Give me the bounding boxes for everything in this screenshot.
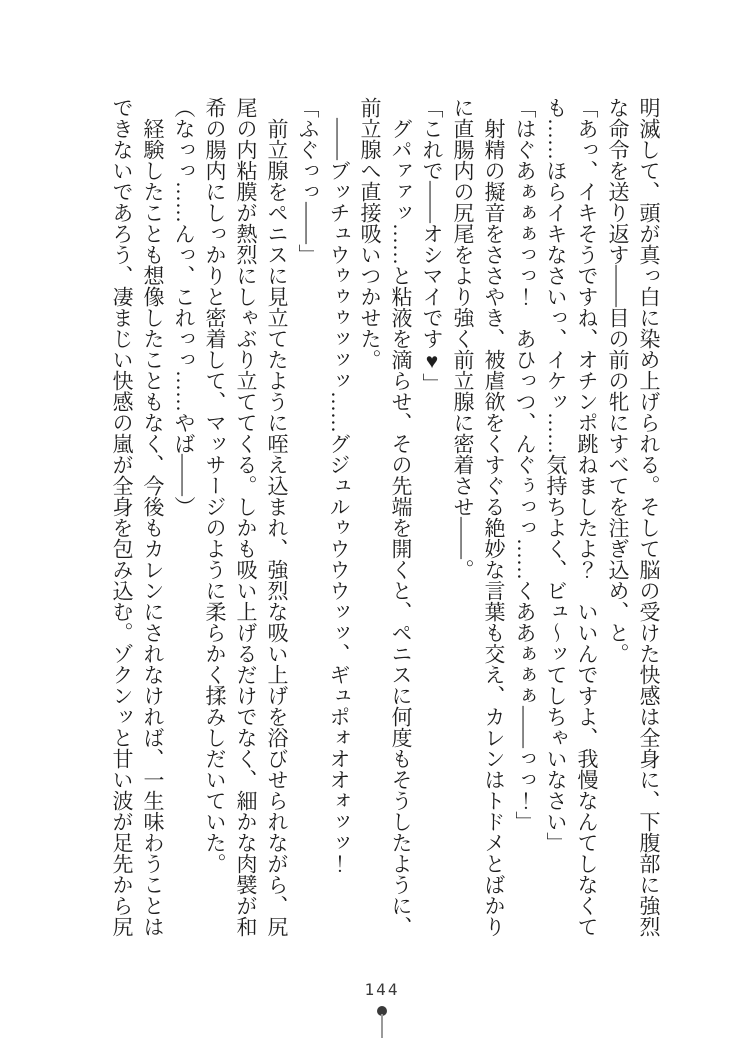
text-line: な命令を送り返す——目の前の牝にすべてを注ぎ込め、と。	[606, 97, 630, 664]
text-line: 「はぐあぁぁぁっっ！ あひっつ、んぐぅっっ……くああぁぁぁ——っっ！」	[513, 97, 537, 832]
text-line: 尾の内粘膜が熱烈にしゃぶり立ててくる。しかも吸い上げるだけでなく、細かな肉襞が和	[234, 97, 258, 937]
text-line: グパァァッ……と粘液を滴らせ、その先端を開くと、ペニスに何度もそうしたように、	[389, 118, 413, 937]
text-line: 射精の擬音をささやき、被虐欲をくすぐる絶妙な言葉も交え、カレンはトドメとばかり	[482, 118, 506, 937]
text-line: （なっっ……んっ、これっっ……やば——）	[172, 97, 196, 517]
text-line: に直腸内の尻尾をより強く前立腺に密着させ——。	[451, 97, 475, 580]
text-line: ——ブッチュウゥゥゥッッッ……グジュルゥウウウッッ、ギュポォオオォッッ！	[327, 118, 351, 874]
text-line: 経験したことも想像したこともなく、今後もカレンにされなければ、一生味わうことは	[141, 118, 165, 937]
text-line: 希の腸内にしっかりと密着して、マッサージのように柔らかく揉みしだいていた。	[203, 97, 227, 874]
text-line: 「あっ、イキそうですね、オチンポ跳ねましたよ？ いいんですよ、我慢なんてしなくて	[575, 97, 599, 937]
text-block	[106, 97, 664, 943]
binding-mark-line	[381, 1014, 383, 1038]
text-line: できないであろう、凄まじい快感の嵐が全身を包み込む。ゾクンッと甘い波が足先から尻	[110, 97, 134, 937]
text-line: 明滅して、頭が真っ白に染め上げられる。そして脳の受けた快感は全身に、下腹部に強烈	[637, 97, 661, 937]
text-line: 「ふぐっっ——」	[296, 97, 320, 265]
text-line: 「これで——オシマイです♥」	[420, 97, 444, 394]
page-number: 144	[364, 980, 400, 999]
text-line: も……ほらイキなさいっ、イケッ……気持ちよく、ビュ〜ッてしちゃいなさい」	[544, 97, 568, 853]
text-line: 前立腺をペニスに見立てたように咥え込まれ、強烈な吸い上げを浴びせられながら、尻	[265, 118, 289, 937]
text-line: 前立腺へ直接吸いつかせた。	[358, 97, 382, 370]
